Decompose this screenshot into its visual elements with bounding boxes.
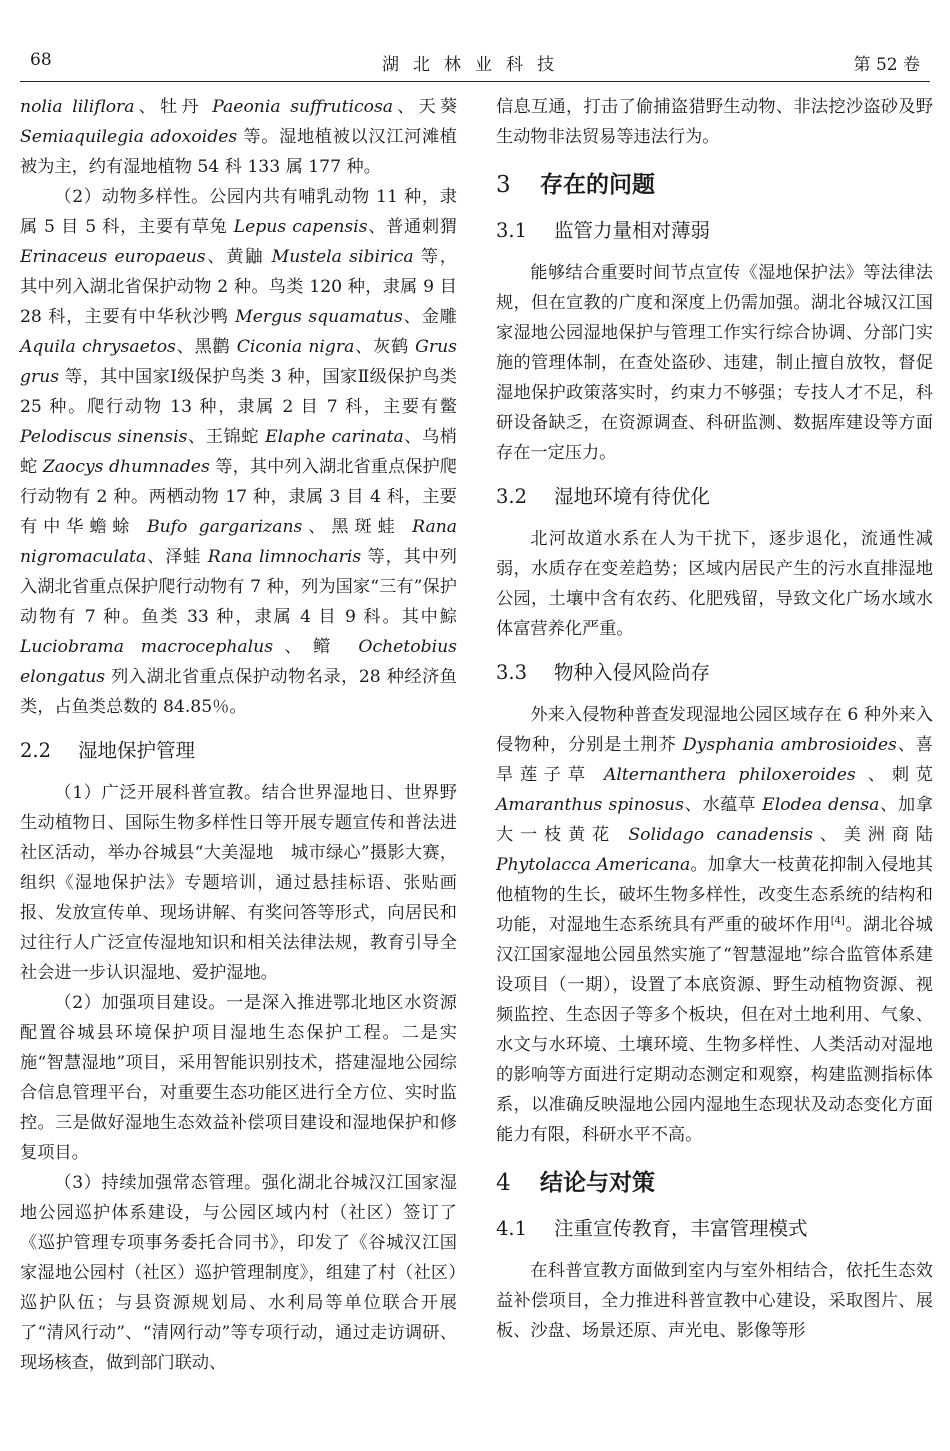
text-run: 、加拿大一枝黄花	[496, 795, 933, 845]
latin-name: Ochetobius elongatus	[20, 637, 457, 687]
latin-name: Bufo gargarizans	[146, 517, 303, 537]
latin-name: Grus grus	[20, 337, 458, 387]
text-run: 、美洲商陆	[812, 825, 933, 845]
latin-name: Alternanthera philoxeroides	[603, 765, 856, 785]
text-run: 等，其中国家Ⅰ级保护鸟类 3 种，国家Ⅱ级保护鸟类 25 种。爬行动物 13 种，隶属 2 目 7 科，主要有鳖	[20, 367, 457, 417]
section-title: 注重宣传教育，丰富管理模式	[554, 1217, 808, 1240]
animal-diversity-paragraph	[20, 182, 457, 722]
text-run: 、鳤	[273, 637, 359, 657]
text-run: 。加拿大一枝黄花抑制入侵地其他植物的生长，破坏生物多样性，改变生态系统的结构和功能，对湿地生态系统具有严重的破坏作用	[496, 855, 933, 935]
text-run: 、黄鼬	[205, 247, 272, 267]
right-column	[496, 92, 933, 1346]
text-run: 、喜旱莲子草	[496, 735, 933, 785]
citation-4: [4]	[830, 915, 845, 927]
latin-name: Mustela sibirica	[271, 247, 414, 267]
text-run: 、天葵	[393, 97, 458, 117]
text-run: 、金雕	[402, 307, 457, 327]
section-number: 3.2	[496, 485, 528, 508]
text-run: （2）动物多样性。公园内共有哺乳动物 11 种，隶属 5 目 5 科，主要有草兔	[20, 187, 457, 237]
science-education-paragraph: （1）广泛开展科普宣教。结合世界湿地日、世界野生动植物日、国际生物多样性日等开展专题宣传和普法进社区活动，举办谷城县“大美湿地 城市绿心”摄影大赛，组织《湿地保护法》专题培训，通过悬挂标语、张贴画报、发放宣传单、现场讲解、有奖问答等形式，向居民和过往行人广泛宣传湿地知识和相关法律法规，教育引导全社会进一步认识湿地、爱护湿地。	[20, 783, 457, 983]
text-run: 、普通刺猬	[367, 217, 457, 237]
section-number: 4	[496, 1170, 511, 1196]
latin-name: Lepus capensis	[233, 217, 368, 237]
latin-name: nolia liliflora	[20, 97, 135, 117]
latin-name: Paeonia suffruticosa	[212, 97, 394, 117]
text-run: 、黑斑蛙	[302, 517, 413, 537]
text-run: 等，其中列入湖北省重点保护爬行动物有 7 种，列为国家“三有”保护动物有 7 种。鱼类 33 种，隶属 4 目 9 科。其中鯮	[20, 547, 457, 627]
text-run: 外来入侵物种普查发现湿地公园区域存在 6 种外来入侵物种，分别是土荆芥	[496, 705, 933, 755]
latin-name: Rana limnocharis	[207, 547, 362, 567]
environment-paragraph: 北河故道水系在人为干扰下，逐步退化，流通性减弱，水质存在变差趋势；区域内居民产生的污水直排湿地公园，土壤中含有农药、化肥残留，导致文化广场水域水体富营养化严重。	[496, 529, 933, 639]
text-run: 、泽蛙	[146, 547, 208, 567]
latin-name: Dysphania ambrosioides	[682, 735, 897, 755]
latin-name: Zaocys dhumnades	[42, 457, 210, 477]
page-number: 68	[30, 50, 52, 70]
latin-name: Semiaquilegia adoxoides	[20, 127, 238, 147]
text-run: 、黑鹳	[175, 337, 237, 357]
latin-name: Luciobrama macrocephalus	[20, 637, 274, 657]
text-run: 等。湿地植被以汉江河滩植被为主，约有湿地植物 54 科 133 属 177 种。	[20, 127, 457, 177]
section-3-heading	[496, 170, 933, 200]
supervision-paragraph: 能够结合重要时间节点宣传《湿地保护法》等法律法规，但在宣教的广度和深度上仍需加强。湖北谷城汉江国家湿地公园湿地保护与管理工作实行综合协调、分部门实施的管理体制，在查处盗砂、违建，制止擅自放牧，督促湿地保护政策落实时，约束力不够强；专技人才不足，科研设备缺乏，在资源调查、科研监测、数据库建设等方面存在一定压力。	[496, 263, 933, 463]
section-number: 2.2	[20, 739, 52, 762]
latin-name: Aquila chrysaetos	[20, 337, 176, 357]
section-title: 物种入侵风险尚存	[554, 661, 711, 684]
section-3-1-heading	[496, 216, 933, 246]
section-title: 湿地保护管理	[78, 739, 196, 762]
section-title: 结论与对策	[540, 1169, 655, 1196]
section-title: 湿地环境有待优化	[554, 485, 711, 508]
text-run: 、水蕴草	[683, 795, 763, 815]
latin-name: Ciconia nigra	[236, 337, 355, 357]
text-run: 等，其中列入湖北省保护动物 2 种。鸟类 120 种，隶属 9 目 28 科，主要有中华秋沙鸭	[20, 247, 457, 327]
text-run: 、乌梢蛇	[20, 427, 457, 477]
latin-name: Rana nigromaculata	[20, 517, 458, 567]
text-run: 、王锦蛇	[187, 427, 266, 447]
text-run: 、刺苋	[855, 765, 933, 785]
publicity-paragraph: 在科普宣教方面做到室内与室外相结合，依托生态效益补偿项目，全力推进科普宣教中心建设，采取图片、展板、沙盘、场景还原、声光电、影像等形	[496, 1261, 933, 1341]
plant-diversity-tail	[20, 92, 457, 182]
invasive-species-text-cont: 。湖北谷城汉江国家湿地公园虽然实施了“智慧湿地”综合监管体系建设项目（一期），设置了本底资源、野生动植物资源、视频监控、生态因子等多个板块，但在对土地利用、气象、水文与水环境、土壤环境、生物多样性、人类活动对湿地的影响等方面进行定期动态测定和观察，构建监测指标体系，以准确反映湿地公园内湿地生态现状及动态变化方面能力有限，科研水平不高。	[496, 915, 933, 1145]
routine-management-paragraph: （3）持续加强常态管理。强化湖北谷城汉江国家湿地公园巡护体系建设，与公园区域内村（社区）签订了《巡护管理专项事务委托合同书》，印发了《谷城汉江国家湿地公园村（社区）巡护管理制度》，组建了村（社区）巡护队伍；与县资源规划局、水利局等单位联合开展了“清风行动”、“清网行动”等专项行动，通过走访调研、现场核查，做到部门联动、	[20, 1173, 457, 1373]
latin-name: Amaranthus spinosus	[496, 795, 684, 815]
section-4-1-heading	[496, 1214, 933, 1244]
invasive-species-paragraph	[496, 700, 933, 1150]
latin-name: Elodea densa	[762, 795, 880, 815]
section-number: 3.3	[496, 661, 528, 684]
latin-name: Phytolacca Americana	[496, 855, 691, 875]
section-number: 3	[496, 172, 511, 198]
latin-name: Pelodiscus sinensis	[20, 427, 188, 447]
section-2-2-heading	[20, 736, 457, 766]
latin-name: Elaphe carinata	[265, 427, 404, 447]
latin-name: Mergus squamatus	[235, 307, 403, 327]
text-run: 等，其中列入湖北省重点保护爬行动物有 2 种。两栖动物 17 种，隶属 3 目 4 科，主要有中华蟾蜍	[20, 457, 457, 537]
text-run: 列入湖北省重点保护动物名录，28 种经济鱼类，占鱼类总数的 84.85％。	[20, 667, 457, 717]
latin-name: Solidago canadensis	[628, 825, 813, 845]
invasive-species-text	[496, 705, 933, 935]
section-number: 4.1	[496, 1217, 528, 1240]
volume-label: 第 52 卷	[853, 55, 920, 75]
section-4-heading	[496, 1168, 933, 1198]
management-tail-paragraph: 信息互通，打击了偷捕盗猎野生动物、非法挖沙盗砂及野生动物非法贸易等违法行为。	[496, 97, 933, 147]
header-rule	[20, 81, 930, 82]
section-number: 3.1	[496, 219, 528, 242]
latin-name: Erinaceus europaeus	[20, 247, 206, 267]
text-run: 、牡丹	[134, 97, 213, 117]
journal-title: 湖北林业科技	[382, 55, 568, 75]
section-3-2-heading	[496, 482, 933, 512]
section-title: 监管力量相对薄弱	[554, 219, 711, 242]
running-header	[20, 50, 930, 80]
project-construction-paragraph: （2）加强项目建设。一是深入推进鄂北地区水资源配置谷城县环境保护项目湿地生态保护工程。二是实施“智慧湿地”项目，采用智能识别技术，搭建湿地公园综合信息管理平台，对重要生态功能区进行全方位、实时监控。三是做好湿地生态效益补偿项目建设和湿地保护和修复项目。	[20, 993, 457, 1163]
section-3-3-heading	[496, 658, 933, 688]
text-run: 、灰鹤	[354, 337, 416, 357]
section-title: 存在的问题	[540, 171, 655, 198]
left-column	[20, 92, 457, 1378]
